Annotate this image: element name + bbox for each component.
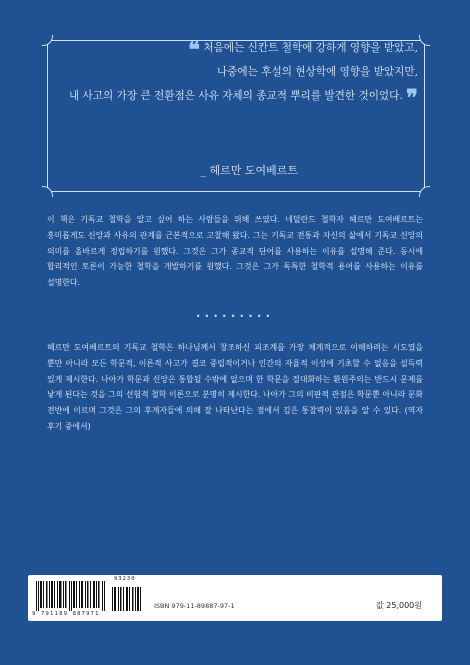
open-quote-icon: ❝ [188,37,200,63]
isbn-barcode [36,581,106,611]
quote-line-1 [0,36,418,63]
addon-barcode [112,581,142,611]
description-paragraph: 이 책은 기독교 철학을 알고 싶어 하는 사람들을 위해 쓰였다. 네덜란드 철학자 헤르만 도여베르트는 흥미롭게도 신앙과 사유의 관계를 근본적으로 고찰해 왔다. 그는 기독교 전통과 자신의 삶에서 기독교 신앙의 의미를 올바르게 정립하기를 원했다. 그것은 그가 종교적 단어를 사용하는 이유를 설명해 준다. 동시에 합리적인 토론이 가능한 철학을 개발하기를 원했다. 그것은 그가 독특한 철학적 용어를 사용하는 이유를 설명한다. [47,215,423,288]
quote-line-2: 나중에는 후설의 현상학에 영향을 받았지만, [216,66,418,78]
dot-separator: ••••••••• [195,312,275,321]
quote-text-3: 내 사고의 가장 큰 전환점은 사유 자체의 종교적 뿌리를 발견한 것이었다. [68,90,403,102]
epigraph-quote [0,36,470,111]
quote-text-1: 처음에는 신칸트 철학에 강하게 영향을 받았고, [203,42,418,54]
barcode-box [28,575,442,621]
quote-author: _ 헤르만 도여베르트 [200,164,298,177]
frame-corner [419,186,430,197]
frame-corner [42,186,53,197]
review-paragraph: 헤르만 도여베르트의 기독교 철학은 하나님께서 창조하신 피조계를 가장 체계적으로 이해하려는 시도였을 뿐만 아니라 모든 학문적, 이론적 사고가 결코 중립적이거나 인간의 자율적 이성에 기초할 수 없음을 설득력 있게 제시한다. 나아가 학문과 신앙은 통합될 수밖에 없으며 한 학문을 절대화하는 환원주의는 반드시 문제를 낳게 된다는 것을 그의 선험적 철학 이론으로 분명히 제시한다. 나아가 그의 비판적 관점은 학문뿐 아니라 문화 전반에 이르며 그것은 그의 후계자들에 의해 잘 나타난다는 점에서 깊은 통찰력이 있음을 알 수 있다. (역자 후기 중에서) [47,343,423,431]
addon-number: 93230 [114,576,136,582]
quote-line-3 [0,84,418,111]
price-text: 값 25,000원 [376,601,422,610]
barcode-number: 9 791189 887971 [32,611,100,617]
isbn-text: ISBN 979-11-89887-97-1 [154,602,235,610]
close-quote-icon: ❞ [406,85,418,111]
